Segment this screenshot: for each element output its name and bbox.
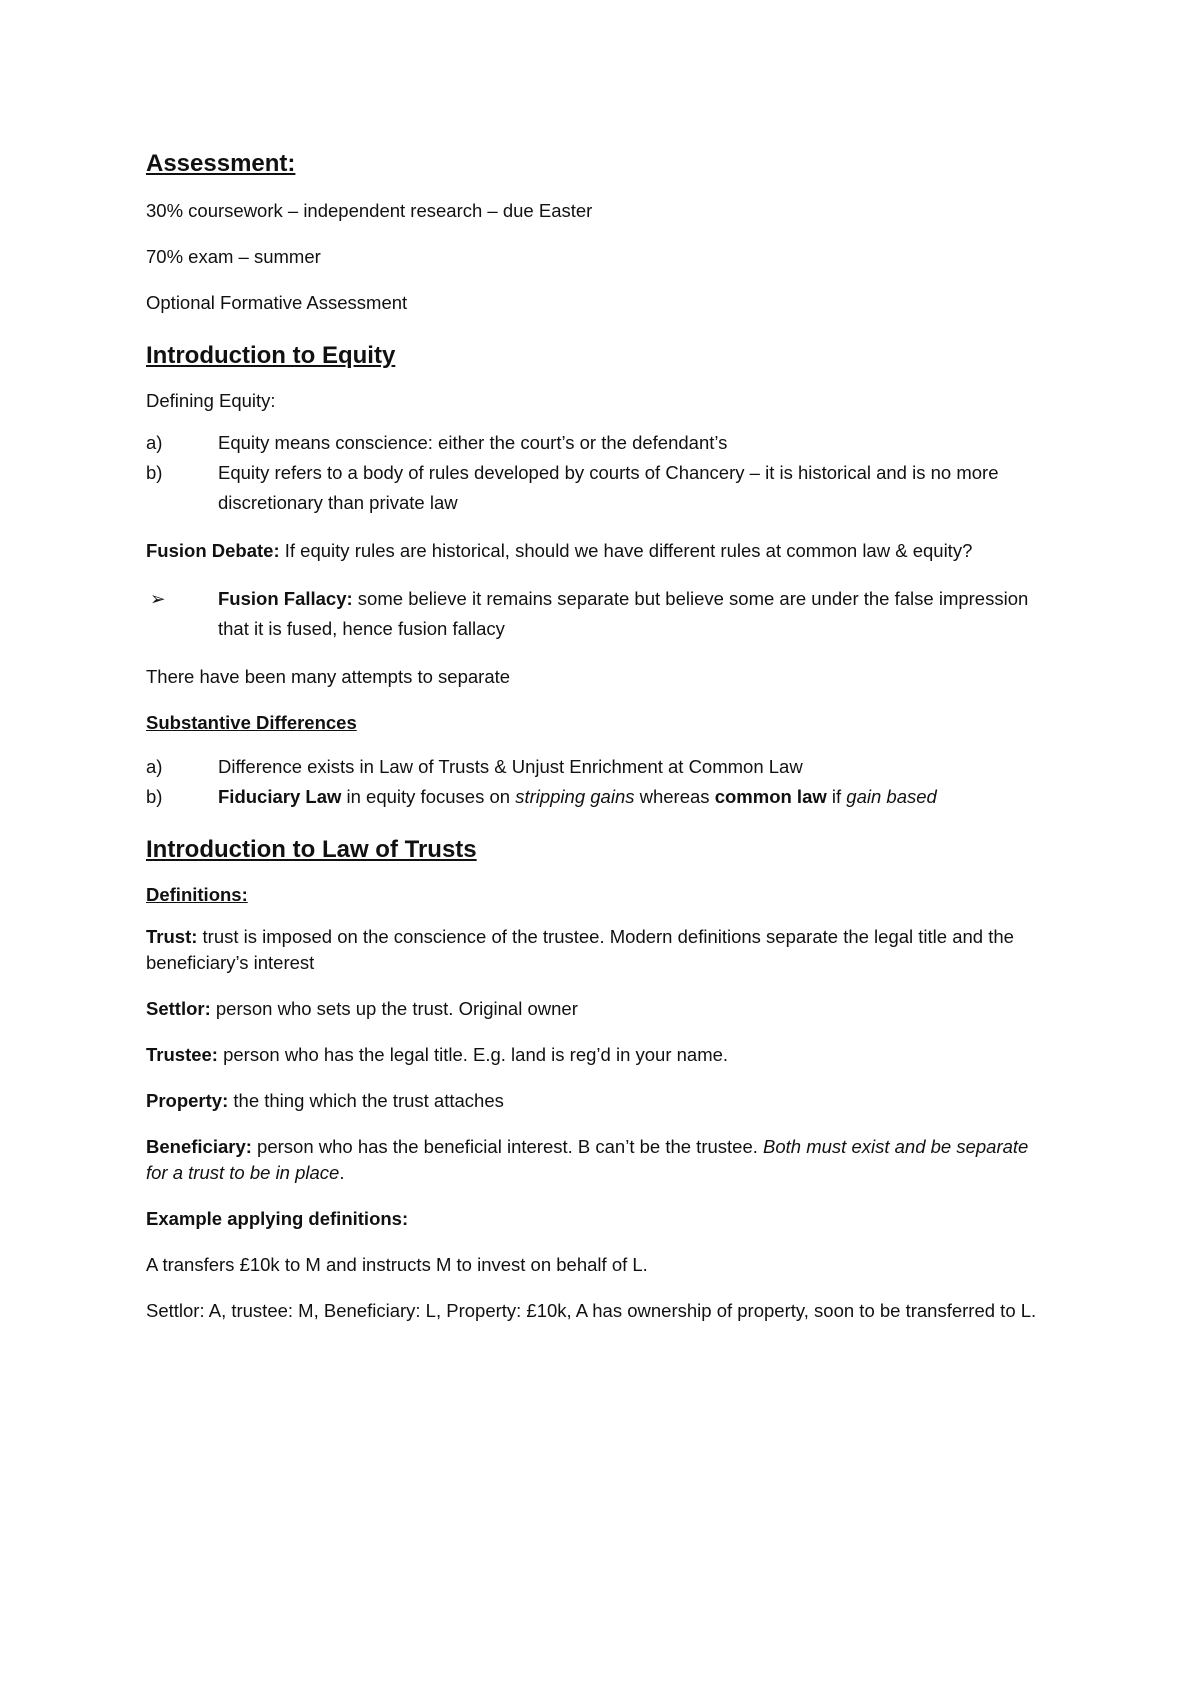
gain-based-term: gain based <box>846 786 937 807</box>
trustee-label: Trustee: <box>146 1044 218 1065</box>
definitions-heading: Definitions: <box>146 884 248 905</box>
fusion-debate-text: If equity rules are historical, should we have different rules at common law & equity? <box>279 540 973 561</box>
list-item-text: in equity focuses on <box>341 786 516 807</box>
equity-definitions-list <box>146 428 1050 518</box>
list-item <box>146 584 1050 644</box>
trust-label: Trust: <box>146 926 198 947</box>
example-heading: Example applying definitions: <box>146 1208 409 1229</box>
attempts-paragraph: There have been many attempts to separate <box>146 666 511 687</box>
fusion-debate-paragraph <box>146 538 1050 564</box>
list-item-text: if <box>826 786 847 807</box>
property-definition <box>146 1088 1050 1114</box>
list-marker: b) <box>146 462 163 483</box>
list-item <box>146 428 1050 458</box>
fiduciary-law-term: Fiduciary Law <box>218 786 342 807</box>
example-line: A transfers £10k to M and instructs M to invest on behalf of L. <box>146 1254 648 1275</box>
substantive-differences-list <box>146 752 1050 812</box>
trust-definition <box>146 924 1050 976</box>
fusion-fallacy-label: Fusion Fallacy: <box>218 588 353 609</box>
settlor-text: person who sets up the trust. Original owner <box>210 998 578 1019</box>
trusts-heading: Introduction to Law of Trusts <box>146 836 477 863</box>
fusion-fallacy-list <box>146 584 1050 644</box>
list-item <box>146 782 1050 812</box>
defining-equity-label: Defining Equity: <box>146 390 276 411</box>
beneficiary-italic: Both must exist and be separate for a trust to be in place <box>146 1136 1029 1183</box>
example-answer: Settlor: A, trustee: M, Beneficiary: L, Property: £10k, A has ownership of property, soon to be transferred to L. <box>146 1300 1037 1321</box>
list-item <box>146 458 1050 518</box>
list-item-text: Difference exists in Law of Trusts & Unjust Enrichment at Common Law <box>218 756 803 777</box>
equity-heading: Introduction to Equity <box>146 342 396 369</box>
beneficiary-label: Beneficiary: <box>146 1136 252 1157</box>
stripping-gains-term: stripping gains <box>515 786 635 807</box>
common-law-term: common law <box>714 786 827 807</box>
list-item-text: Equity means conscience: either the court’s or the defendant’s <box>218 432 728 453</box>
fusion-fallacy-text: some believe it remains separate but believe some are under the false impression that it is fused, hence fusion fallacy <box>218 588 1029 639</box>
list-item-text: Equity refers to a body of rules developed by courts of Chancery – it is historical and is no more discretionary than private law <box>218 462 999 513</box>
assessment-heading: Assessment: <box>146 150 296 177</box>
beneficiary-end: . <box>339 1162 345 1183</box>
list-marker: a) <box>146 432 163 453</box>
trust-text: trust is imposed on the conscience of the trustee. Modern definitions separate the legal title and the beneficiary’s interest <box>146 926 1014 973</box>
beneficiary-definition <box>146 1134 1050 1186</box>
assessment-line-formative: Optional Formative Assessment <box>146 292 408 313</box>
assessment-line-exam: 70% exam – summer <box>146 246 321 267</box>
settlor-label: Settlor: <box>146 998 211 1019</box>
trustee-definition <box>146 1042 1050 1068</box>
substantive-differences-heading: Substantive Differences <box>146 712 357 733</box>
list-marker: b) <box>146 786 163 807</box>
list-item <box>146 752 1050 782</box>
beneficiary-text: person who has the beneficial interest. B can’t be the trustee. <box>251 1136 764 1157</box>
list-marker: a) <box>146 756 163 777</box>
settlor-definition <box>146 996 1050 1022</box>
list-item-text: whereas <box>634 786 715 807</box>
assessment-line-coursework: 30% coursework – independent research – due Easter <box>146 200 593 221</box>
fusion-debate-label: Fusion Debate: <box>146 540 280 561</box>
trustee-text: person who has the legal title. E.g. land is reg’d in your name. <box>217 1044 729 1065</box>
property-text: the thing which the trust attaches <box>228 1090 504 1111</box>
property-label: Property: <box>146 1090 229 1111</box>
arrow-bullet-icon: ➢ <box>150 588 166 609</box>
